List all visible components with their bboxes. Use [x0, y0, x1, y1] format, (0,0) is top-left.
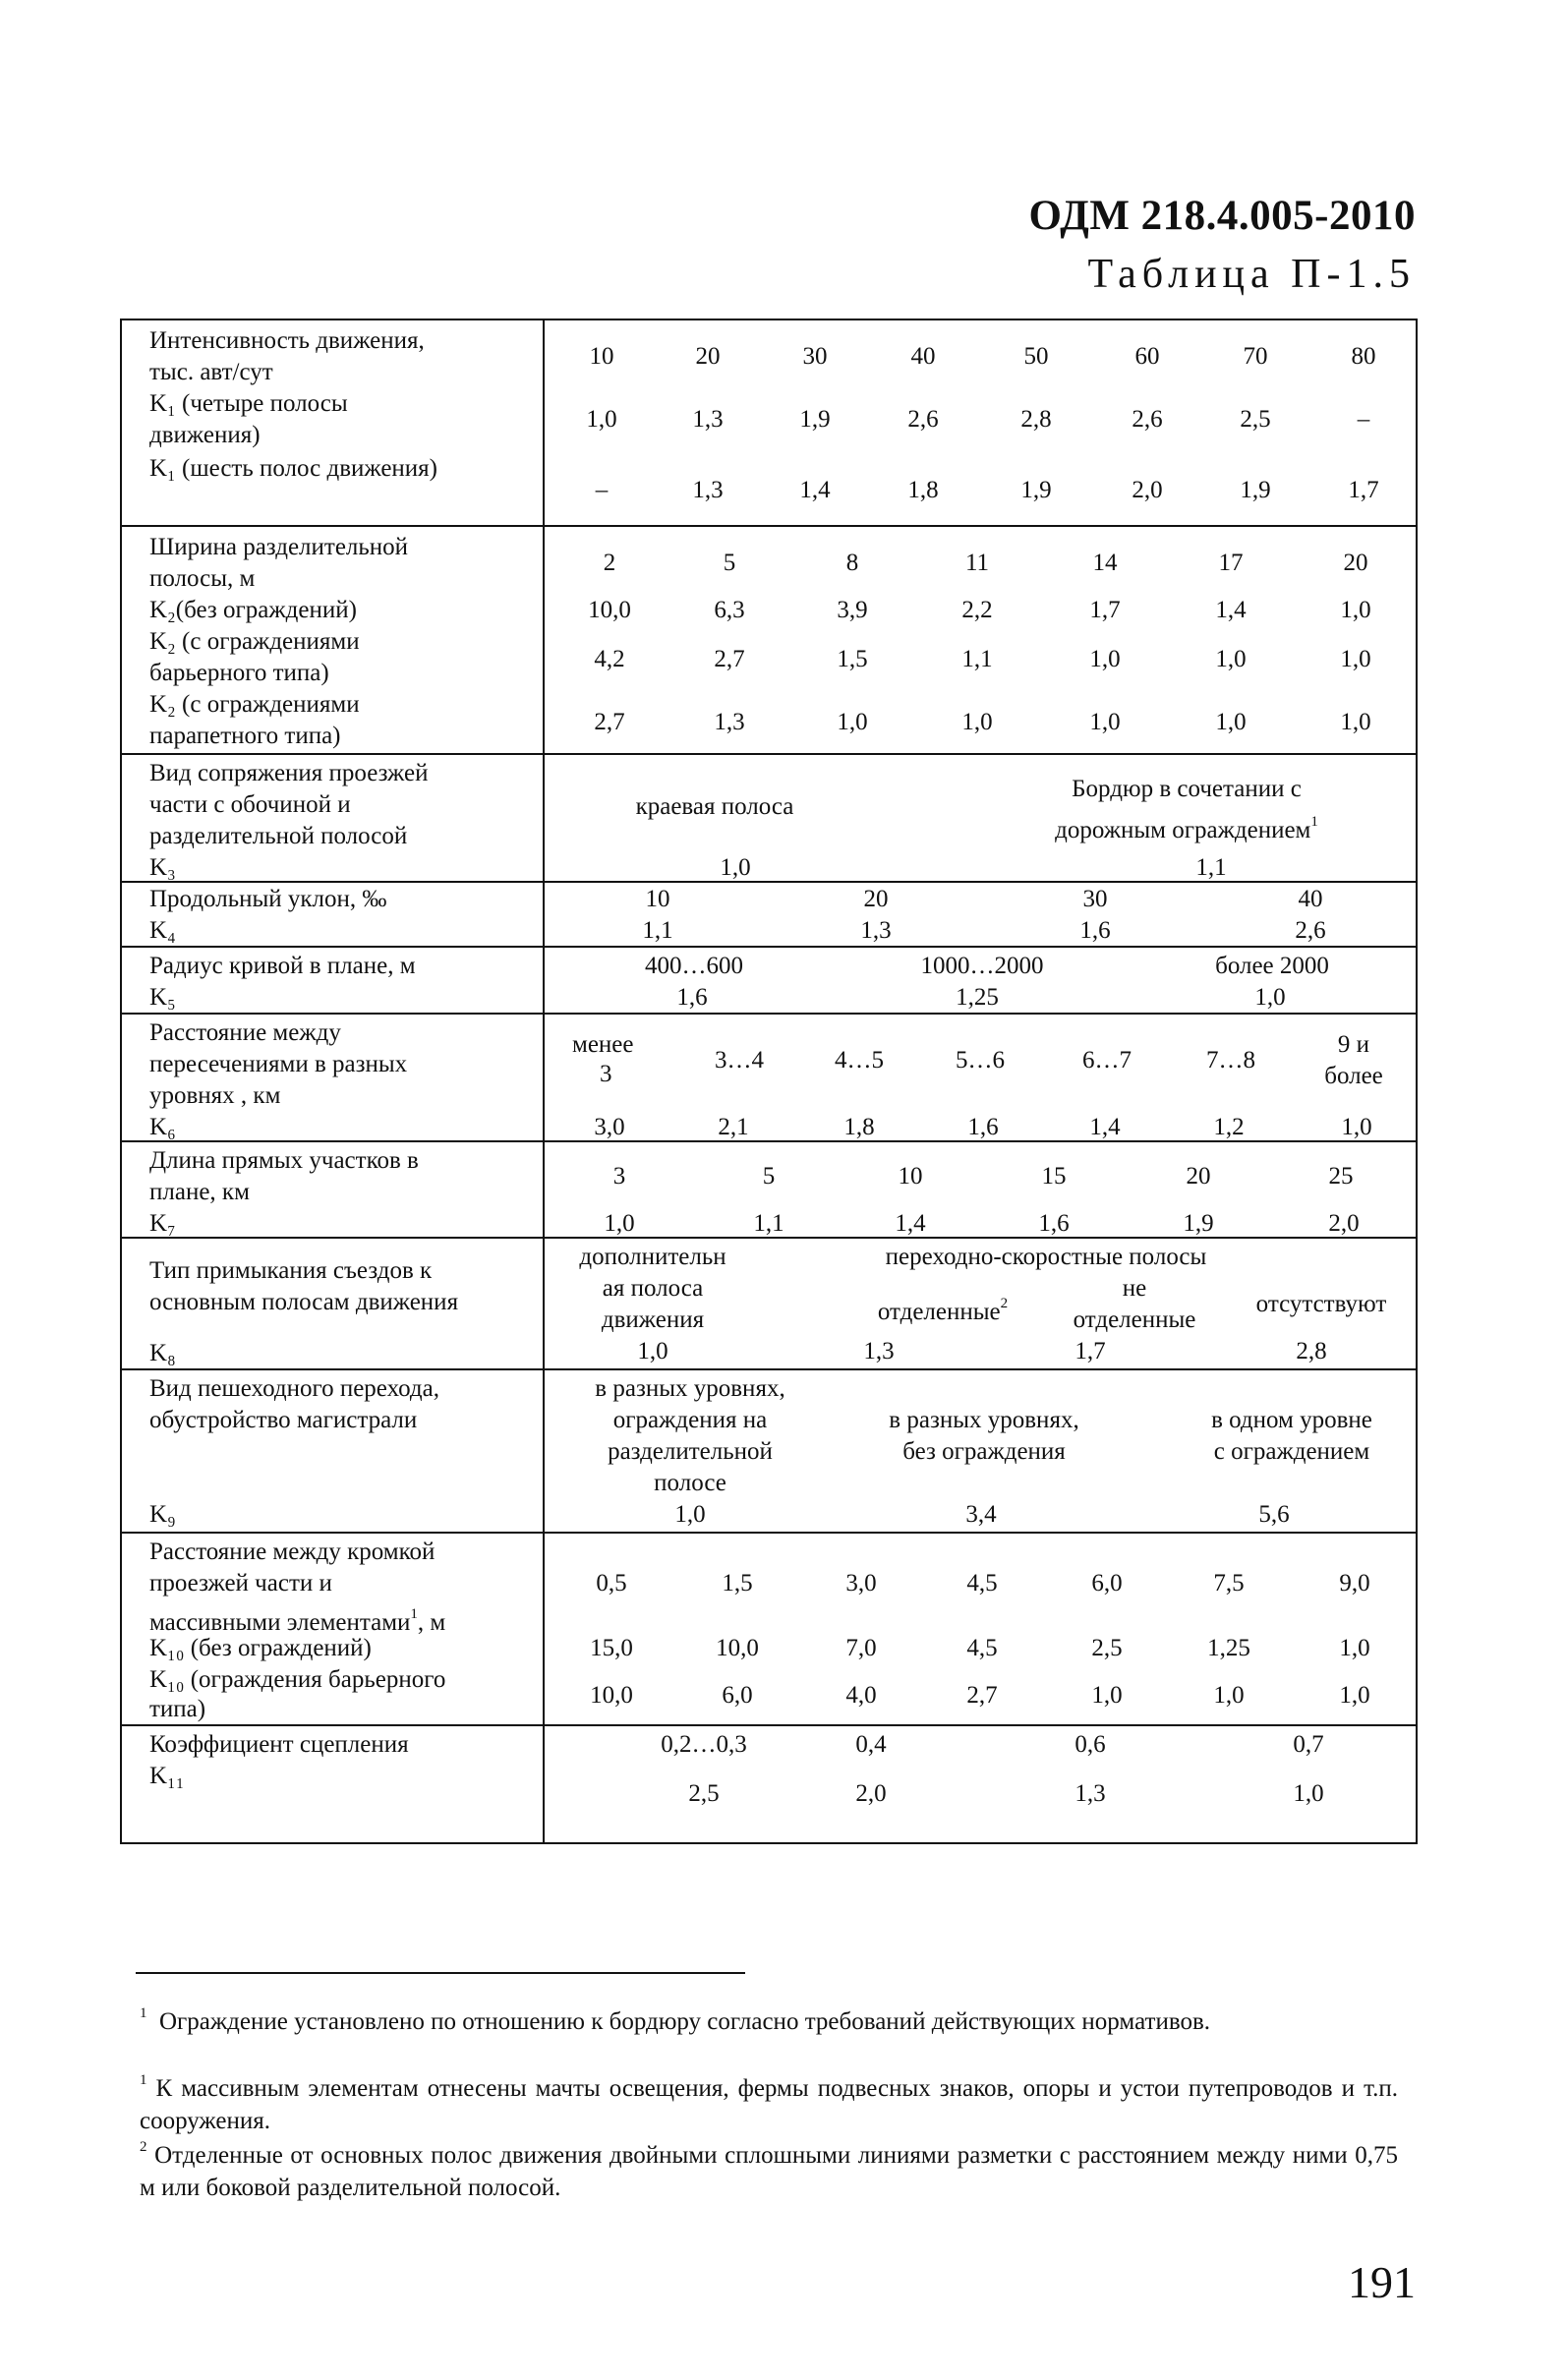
table-cell: 1,1 [1195, 854, 1227, 881]
row-label: K₃ [149, 854, 176, 881]
table-cell: 1000…2000 [920, 953, 1044, 979]
table-cell: 20 [863, 886, 889, 912]
table-cell: менее [572, 1031, 634, 1058]
row-label: полосы, м [149, 565, 256, 592]
table-cell: 4,5 [966, 1635, 998, 1661]
table-cell: 7,0 [845, 1635, 877, 1661]
footnote-mark: 1 [140, 2072, 147, 2088]
table-cell: 1,25 [956, 984, 999, 1011]
table-cell: 1,5 [722, 1570, 753, 1596]
table-cell: 1,3 [863, 1338, 895, 1364]
table-cell: 70 [1243, 343, 1268, 370]
table-cell: 1,4 [799, 477, 831, 503]
table-cell: 3 [600, 1061, 612, 1087]
row-label: парапетного типа) [149, 723, 341, 749]
row-label: Продольный уклон, ‰ [149, 886, 387, 912]
table-cell: 1,0 [1215, 709, 1247, 735]
table-cell: 0,6 [1074, 1731, 1106, 1758]
row-label: части с обочиной и [149, 791, 351, 818]
table-cell: 1,8 [843, 1114, 875, 1140]
row-label: типа) [149, 1696, 206, 1722]
table-cell: 1,9 [799, 406, 831, 433]
table-cell: 1,9 [1020, 477, 1052, 503]
row-label: K₆ [149, 1114, 176, 1140]
section-median [122, 525, 1416, 755]
footnote-3 [140, 2131, 1398, 2204]
table-cell: 40 [910, 343, 936, 370]
footnote-text: Ограждение установлено по отношению к бордюру согласно требований действующих нормативов. [159, 2008, 1211, 2035]
table-cell: 4,2 [594, 646, 625, 672]
table-cell: 1,1 [642, 917, 673, 944]
table-cell: 1,0 [1091, 1682, 1123, 1709]
row-label: Длина прямых участков в [149, 1147, 419, 1174]
section-pedestrian [122, 1368, 1416, 1534]
table-cell: 10,0 [716, 1635, 759, 1661]
table-cell: 50 [1023, 343, 1049, 370]
table-cell [1055, 806, 1318, 846]
table-cell: 1,3 [692, 406, 724, 433]
table-cell: 60 [1134, 343, 1160, 370]
row-label: K₈ [149, 1340, 176, 1366]
table-cell: 2,2 [961, 597, 993, 623]
table-cell: 2,5 [1240, 406, 1271, 433]
table-cell: 1,0 [1340, 709, 1371, 735]
table-cell: более [1324, 1063, 1383, 1089]
row-label: K₁₀ (ограждения барьерного [149, 1666, 446, 1693]
table-cell: 2,7 [714, 646, 745, 672]
table-cell: 2,6 [907, 406, 939, 433]
table-cell: 1,4 [1089, 1114, 1121, 1140]
table-cell: 3,4 [965, 1501, 997, 1528]
row-label: Радиус кривой в плане, м [149, 953, 416, 979]
row-label: тыс. авт/сут [149, 359, 273, 385]
table-cell: 2,5 [688, 1780, 720, 1807]
section-edge [122, 753, 1416, 883]
table-cell: 11 [964, 550, 990, 576]
table-cell: 3,0 [594, 1114, 625, 1140]
table-cell: 1,2 [1213, 1114, 1245, 1140]
table-cell: 6,0 [1091, 1570, 1123, 1596]
table-cell: 15,0 [590, 1635, 633, 1661]
table-cell: 2,0 [1328, 1210, 1360, 1237]
table-cell: 1,3 [692, 477, 724, 503]
table-cell: 2,8 [1296, 1338, 1327, 1364]
table-cell: 2,6 [1295, 917, 1326, 944]
table-cell: 9,0 [1339, 1570, 1370, 1596]
table-cell: – [595, 477, 609, 503]
table-cell: 14 [1092, 550, 1118, 576]
row-label: Вид пешеходного перехода, [149, 1375, 439, 1402]
table-cell: дополнительн [579, 1244, 726, 1270]
section-intensity [122, 320, 1416, 525]
footnote-2 [140, 2064, 1398, 2137]
table-cell: 1,6 [676, 984, 708, 1011]
table-cell: 1,6 [1079, 917, 1111, 944]
table-cell: 6,0 [722, 1682, 753, 1709]
row-label: проезжей части и [149, 1570, 332, 1596]
table-cell: ая полоса [602, 1275, 704, 1302]
section-interchange [122, 1013, 1416, 1142]
table-cell: 0,4 [855, 1731, 887, 1758]
table-cell: 20 [695, 343, 721, 370]
table-cell: 1,0 [1215, 646, 1247, 672]
table-cell-text: дорожным ограждением [1055, 817, 1311, 843]
footnote-mark: 2 [140, 2139, 147, 2155]
table-cell: переходно-скоростные полосы [885, 1244, 1207, 1270]
table-cell: в одном уровне [1211, 1407, 1372, 1433]
row-label: Тип примыкания съездов к [149, 1257, 433, 1284]
table-cell: отделенные [1073, 1306, 1196, 1333]
table-cell: 1,4 [1215, 597, 1247, 623]
table-cell: 1,3 [860, 917, 892, 944]
table-cell: 1,0 [586, 406, 617, 433]
table-cell: 5,6 [1258, 1501, 1290, 1528]
table-cell: 1,3 [714, 709, 745, 735]
row-label: K₄ [149, 917, 176, 944]
table-cell: 1,0 [604, 1210, 635, 1237]
table-title: Таблица П-1.5 [1087, 252, 1416, 297]
row-label: Расстояние между [149, 1019, 341, 1046]
table-cell: 17 [1218, 550, 1244, 576]
table-cell: 1,0 [1089, 709, 1121, 735]
section-ramp [122, 1237, 1416, 1370]
table-cell: 7,5 [1213, 1570, 1245, 1596]
table-cell: 2,0 [1132, 477, 1163, 503]
table-cell: 3…4 [715, 1047, 764, 1074]
table-cell: 2,7 [966, 1682, 998, 1709]
table-cell-text: отделенные [877, 1299, 1001, 1325]
row-label: пересечениями в разных [149, 1051, 408, 1077]
table-cell: 10 [645, 886, 670, 912]
table-cell: 1,8 [907, 477, 939, 503]
table-cell: 0,5 [596, 1570, 627, 1596]
table-cell: 6…7 [1082, 1047, 1132, 1074]
document-code: ОДМ 218.4.005-2010 [1028, 193, 1416, 239]
table-cell: 10 [589, 343, 614, 370]
footnote-ref: 2 [1000, 1296, 1009, 1311]
row-label: K₁ (шесть полос движения) [149, 455, 438, 482]
table-cell: 3,9 [837, 597, 868, 623]
table-cell: 2,1 [718, 1114, 749, 1140]
table-cell: 10,0 [588, 597, 631, 623]
table-cell: отсутствуют [1255, 1291, 1387, 1317]
table-cell: 1,7 [1089, 597, 1121, 623]
row-label: Вид сопряжения проезжей [149, 760, 429, 786]
table-cell: разделительной [608, 1438, 773, 1465]
table-cell: 4,0 [845, 1682, 877, 1709]
table-cell: полосе [654, 1470, 726, 1496]
table-cell: 1,0 [1213, 1682, 1245, 1709]
table-cell: 2,7 [594, 709, 625, 735]
row-label: Коэффициент сцепления [149, 1731, 409, 1758]
table-cell: без ограждения [902, 1438, 1066, 1465]
table-cell: 1,0 [961, 709, 993, 735]
row-label-text: массивными элементами [149, 1609, 411, 1636]
row-label: K₂ (с ограждениями [149, 691, 360, 718]
row-label: K₉ [149, 1501, 176, 1528]
section-straight [122, 1140, 1416, 1239]
table-cell: краевая полоса [635, 793, 794, 820]
coefficients-table [120, 319, 1418, 1844]
table-cell: 1,0 [837, 709, 868, 735]
table-cell: 30 [1082, 886, 1108, 912]
row-label: разделительной полосой [149, 823, 408, 849]
footnote-ref: 1 [1310, 814, 1318, 830]
table-cell: 40 [1298, 886, 1323, 912]
footnote-text: Отделенные от основных полос движения двойными сплошными линиями разметки с расстоянием между ними 0,75 м или боковой разделительной полосой. [140, 2142, 1399, 2201]
table-cell: 1,1 [961, 646, 993, 672]
footnote-1 [140, 1998, 1398, 2038]
table-cell: 2,0 [855, 1780, 887, 1807]
table-cell: 20 [1343, 550, 1368, 576]
table-cell: 1,0 [674, 1501, 706, 1528]
table-cell: 2 [603, 550, 616, 576]
table-cell: 1,0 [1340, 646, 1371, 672]
row-label: K₂(без ограждений) [149, 597, 357, 623]
table-cell: 7…8 [1206, 1047, 1255, 1074]
table-cell: 1,0 [1339, 1635, 1370, 1661]
table-cell: 9 и [1337, 1031, 1370, 1058]
row-label: K₁₀ (без ограждений) [149, 1635, 372, 1661]
table-cell: 3,0 [845, 1570, 877, 1596]
table-cell: не [1122, 1275, 1147, 1302]
table-cell: 1,25 [1207, 1635, 1250, 1661]
row-label: обустройство магистрали [149, 1407, 418, 1433]
table-cell: 1,7 [1348, 477, 1379, 503]
table-cell: в разных уровнях, [889, 1407, 1079, 1433]
row-label: плане, км [149, 1179, 250, 1205]
table-cell: с ограждением [1213, 1438, 1370, 1465]
row-label: уровнях , км [149, 1082, 281, 1109]
table-cell: в разных уровнях, [595, 1375, 785, 1402]
table-cell: 3 [612, 1163, 626, 1190]
table-cell: 1,0 [720, 854, 751, 881]
table-cell: 2,8 [1020, 406, 1052, 433]
table-cell: 1,0 [1254, 984, 1286, 1011]
row-label: K₇ [149, 1210, 176, 1237]
section-grade [122, 881, 1416, 948]
table-cell: более 2000 [1215, 953, 1329, 979]
table-cell: – [1357, 406, 1370, 433]
row-label: Ширина разделительной [149, 534, 409, 560]
table-cell: 0,7 [1293, 1731, 1324, 1758]
table-cell: 1,0 [1089, 646, 1121, 672]
table-cell: 1,0 [1339, 1682, 1370, 1709]
table-cell: 5 [723, 550, 736, 576]
section-radius [122, 946, 1416, 1015]
table-cell [878, 1288, 1008, 1328]
row-label: K₂ (с ограждениями [149, 628, 360, 655]
row-label: основным полосам движения [149, 1289, 459, 1315]
table-cell: 1,7 [1074, 1338, 1106, 1364]
table-cell: 1,9 [1240, 477, 1271, 503]
footnote-mark: 1 [140, 2005, 147, 2021]
table-cell: 1,4 [895, 1210, 926, 1237]
table-cell: 4…5 [835, 1047, 884, 1074]
footnote-ref: 1 [410, 1606, 418, 1622]
page-number: 191 [1348, 2257, 1416, 2307]
table-cell: 1,3 [1074, 1780, 1106, 1807]
table-cell: 80 [1351, 343, 1376, 370]
row-label-text: , м [417, 1609, 446, 1636]
table-cell: 4,5 [966, 1570, 998, 1596]
table-cell: 0,2…0,3 [661, 1731, 747, 1758]
table-cell: 10,0 [590, 1682, 633, 1709]
table-cell: 8 [845, 550, 859, 576]
table-cell: 1,1 [753, 1210, 784, 1237]
table-cell: 400…600 [645, 953, 743, 979]
table-cell: 1,0 [1340, 597, 1371, 623]
table-cell: 1,9 [1183, 1210, 1214, 1237]
table-cell: 25 [1328, 1163, 1354, 1190]
table-cell: 1,6 [1038, 1210, 1070, 1237]
section-clearance [122, 1532, 1416, 1726]
row-label: движения) [149, 422, 261, 448]
table-cell: 30 [802, 343, 828, 370]
table-cell: 2,5 [1091, 1635, 1123, 1661]
table-cell: 1,6 [967, 1114, 999, 1140]
table-cell: 2,6 [1132, 406, 1163, 433]
row-label: K₅ [149, 984, 176, 1011]
table-cell: 15 [1041, 1163, 1067, 1190]
table-cell: 10 [898, 1163, 923, 1190]
table-cell: 1,5 [837, 646, 868, 672]
footnote-separator [136, 1972, 745, 1974]
table-cell: Бордюр в сочетании с [1072, 776, 1302, 802]
table-cell: движения [601, 1306, 705, 1333]
table-cell: 5 [762, 1163, 776, 1190]
row-label: K₁₁ [149, 1763, 185, 1789]
table-cell: 5…6 [956, 1047, 1005, 1074]
row-label: Интенсивность движения, [149, 327, 425, 354]
table-cell: 6,3 [714, 597, 745, 623]
row-label: K₁ (четыре полосы [149, 390, 348, 417]
table-cell: 1,0 [1293, 1780, 1324, 1807]
table-cell: 1,0 [637, 1338, 668, 1364]
table-cell: 1,0 [1341, 1114, 1372, 1140]
row-label: барьерного типа) [149, 660, 329, 686]
footnote-text: К массивным элементам отнесены мачты освещения, фермы подвесных знаков, опоры и устои путепроводов и т.п. сооружения. [140, 2075, 1398, 2134]
row-label: Расстояние между кромкой [149, 1538, 436, 1565]
table-cell: 20 [1186, 1163, 1211, 1190]
table-cell: ограждения на [612, 1407, 768, 1433]
section-friction [122, 1724, 1416, 1844]
